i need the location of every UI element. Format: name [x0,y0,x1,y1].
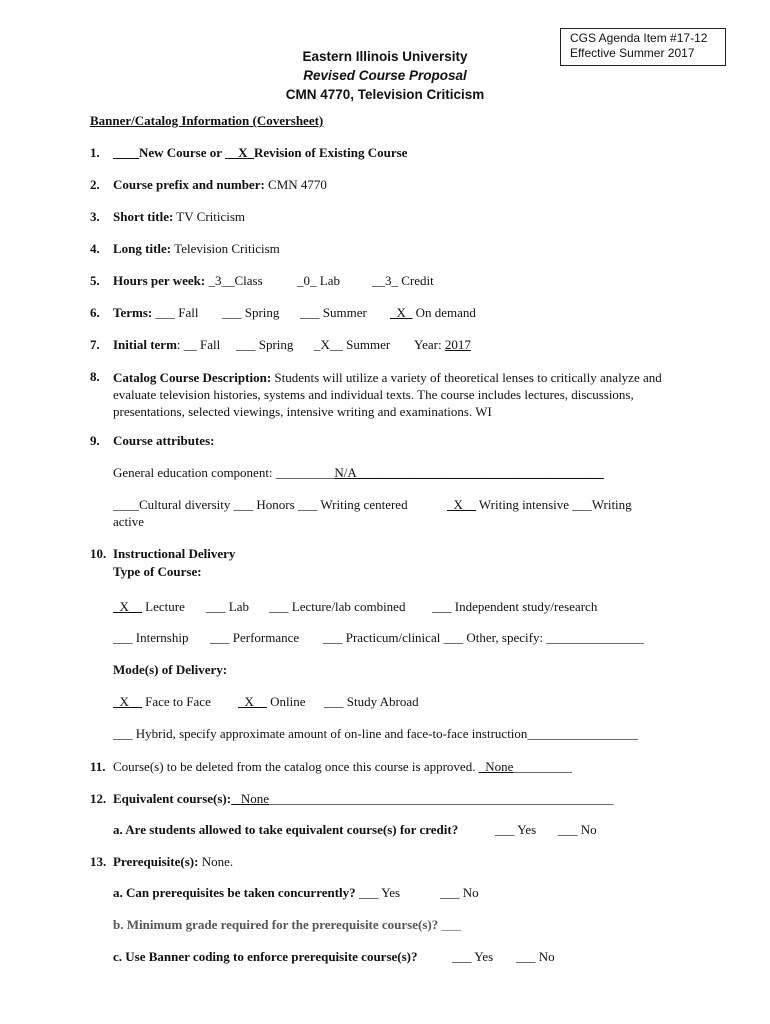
writing-intensive-mark: _X__ [447,497,476,512]
year-label: Year: [414,337,445,352]
university-name: Eastern Illinois University [302,49,468,64]
equivalent-credit-question: a. Are students allowed to take equivalent course(s) for credit? [113,822,459,837]
type-internship: ___ Internship [113,630,189,645]
type-lecture [113,599,185,615]
long-title-value: Television Criticism [171,241,280,256]
prereq-min-grade [113,917,461,933]
prereq-concurrent-no: ___ No [440,885,479,900]
mode-online [238,694,306,710]
item-7 [113,337,220,353]
equivalent-courses-blank: _____________________________________________________ [269,791,614,806]
item-12-number: 12. [90,791,107,806]
instructional-delivery-label: Instructional Delivery [113,546,236,561]
item-11 [113,759,572,775]
lecture-mark: _X__ [113,599,142,614]
face-to-face-label: Face to Face [141,694,211,709]
prereq-banner-question: c. Use Banner coding to enforce prerequisite course(s)? [113,949,418,964]
catalog-description-label: Catalog Course Description: [113,370,272,385]
agenda-item: CGS Agenda Item #17-12 [570,31,708,45]
new-course-label: New Course or [139,145,226,160]
initial-term-label: Initial term [113,337,177,352]
hours-label: Hours per week: [113,273,206,288]
equivalent-courses-label: Equivalent course(s): [113,791,232,806]
prerequisites-value: None. [198,854,234,869]
long-title-label: Long title: [113,241,172,256]
prereq-banner-yes: ___ Yes [452,949,494,964]
mode-face-to-face [113,694,211,710]
item-10-number: 10. [90,546,107,561]
year-value: 2017 [444,337,471,352]
courses-deleted-blank: _________ [513,759,572,774]
type-lecture-lab: ___ Lecture/lab combined [269,599,406,614]
item-2-number: 2. [90,177,100,192]
item-3 [113,209,245,225]
item-12 [113,791,614,807]
item-7-number: 7. [90,337,100,352]
attributes-writing-intensive [447,497,632,513]
item-6 [113,305,198,321]
initial-year [414,337,471,353]
on-demand-label: On demand [412,305,476,320]
mode-study-abroad: ___ Study Abroad [324,694,419,709]
course-prefix-value: CMN 4770 [264,177,327,192]
hours-class: _3__Class [205,273,263,288]
attributes-cultural: ____Cultural diversity ___ Honors ___ Writing centered [113,497,408,512]
terms-fall: ___ Fall [152,305,199,320]
hours-lab: _0_ Lab [297,273,340,288]
item-9-number: 9. [90,433,100,448]
gen-ed-value: N/A______________________________________ [334,465,604,480]
item-4-number: 4. [90,241,100,256]
terms-on-demand [390,305,476,321]
item-13-number: 13. [90,854,107,869]
gen-ed-component [113,465,604,481]
section-heading: Banner/Catalog Information (Coversheet) [90,113,324,128]
prereq-banner-no: ___ No [516,949,555,964]
prereq-min-grade-blank: ___ [438,917,461,932]
online-mark: _X__ [238,694,267,709]
lecture-label: Lecture [141,599,185,614]
prerequisites-label: Prerequisite(s): [113,854,199,869]
equivalent-credit-no: ___ No [558,822,597,837]
short-title-value: TV Criticism [173,209,246,224]
item-8-number: 8. [90,369,100,384]
terms-summer: ___ Summer [300,305,367,320]
online-label: Online [266,694,306,709]
type-practicum-other: ___ Practicum/clinical ___ Other, specify: _______________ [323,630,644,645]
prereq-concurrent-question: a. Can prerequisites be taken concurrently? [113,885,356,900]
prereq-concurrent [113,885,400,901]
type-of-course-label: Type of Course: [113,564,202,579]
mode-hybrid: ___ Hybrid, specify approximate amount of on-line and face-to-face instruction_________________ [113,726,638,741]
revision-mark: __X_ [225,145,254,160]
item-13 [113,854,233,870]
mode-of-delivery-label: Mode(s) of Delivery: [113,662,228,677]
on-demand-mark: _X_ [390,305,413,320]
prereq-concurrent-yes: ___ Yes [355,885,401,900]
type-performance: ___ Performance [210,630,300,645]
item-3-number: 3. [90,209,100,224]
new-course-blank: ____ [113,145,139,160]
prereq-min-grade-question: b. Minimum grade required for the prerequisite course(s)? [113,917,439,932]
gen-ed-label: General education component: _________ [113,465,335,480]
proposal-type: Revised Course Proposal [303,68,467,83]
effective-date: Effective Summer 2017 [570,46,695,60]
short-title-label: Short title: [113,209,174,224]
initial-term-spring: ___ Spring [236,337,294,352]
item-6-number: 6. [90,305,100,320]
writing-intensive-label: Writing intensive ___Writing [475,497,632,512]
writing-active: active [113,514,145,529]
attributes-options [113,497,408,513]
item-2 [113,177,327,193]
type-lab: ___ Lab [206,599,249,614]
item-1-number: 1. [90,145,100,160]
initial-term-summer: _X__ Summer [314,337,391,352]
courses-deleted-label: Course(s) to be deleted from the catalog once this course is approved. [113,759,479,774]
equivalent-credit-yes: ___ Yes [495,822,537,837]
agenda-box [560,28,726,66]
type-independent-study: ___ Independent study/research [432,599,598,614]
item-8 [113,369,678,420]
item-11-number: 11. [90,759,106,774]
revision-label: Revision of Existing Course [253,145,408,160]
course-attributes-label: Course attributes: [113,433,215,448]
item-4 [113,241,280,257]
document-header [230,47,540,104]
catalog-description-value: Students will utilize a variety of theoretical lenses to critically analyze and evaluate television histories, systems and individual texts. The course includes lectures, discussions, presentations, selected viewings, intensive writing and examinations. WI [113,370,662,419]
equivalent-courses-value: _None [231,791,270,806]
terms-label: Terms: [113,305,153,320]
initial-term-fall: : __ Fall [176,337,221,352]
course-title: CMN 4770, Television Criticism [285,87,485,102]
terms-spring: ___ Spring [222,305,280,320]
item-1 [113,145,407,161]
courses-deleted-value: _None [478,759,514,774]
item-5 [113,273,263,289]
course-prefix-label: Course prefix and number: [113,177,265,192]
face-to-face-mark: _X__ [113,694,142,709]
hours-credit: __3_ Credit [372,273,434,288]
item-5-number: 5. [90,273,100,288]
